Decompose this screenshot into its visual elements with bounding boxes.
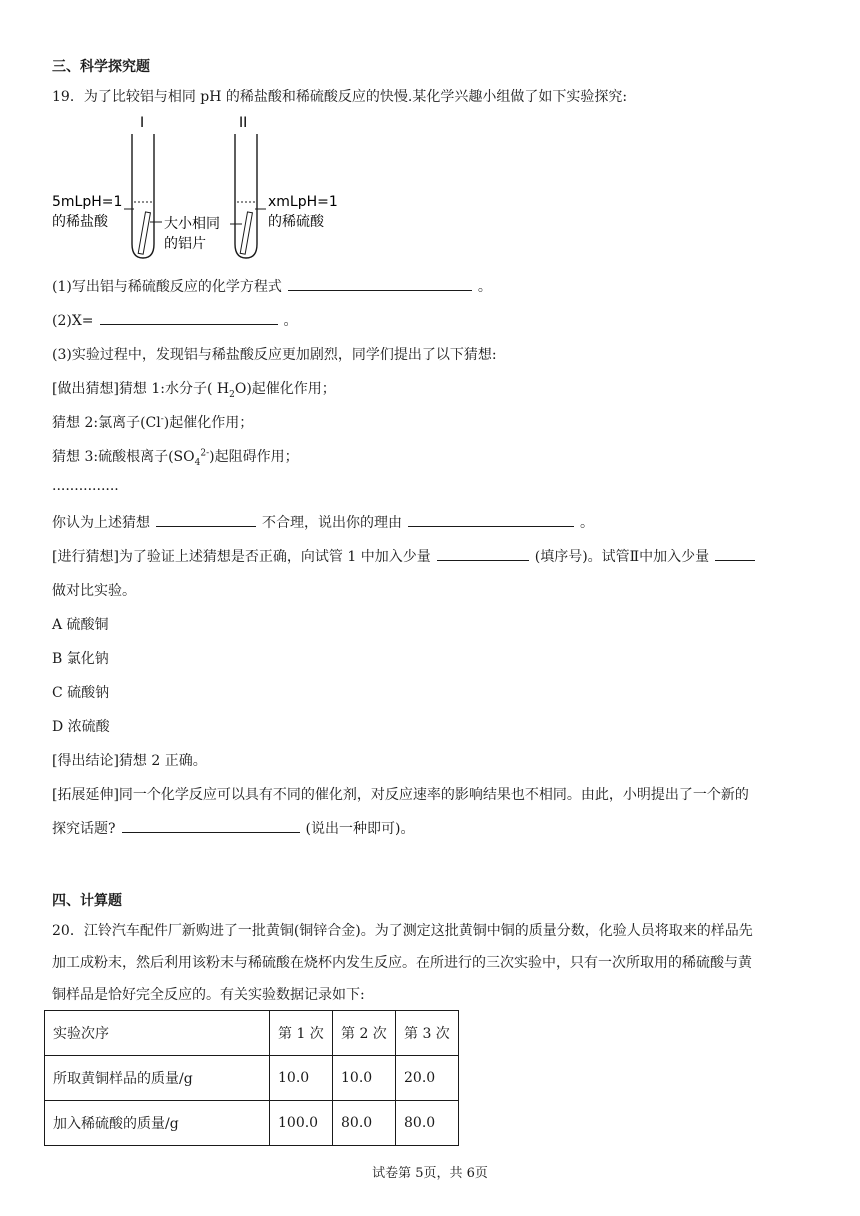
table-cell: 所取黄铜样品的质量/g <box>45 1056 270 1101</box>
test-tube-diagram <box>50 112 350 262</box>
guess-1-sub: 2 <box>229 389 235 400</box>
q19-part1-text: (1)写出铝与稀硫酸反应的化学方程式 <box>52 279 282 295</box>
guess-2-a: 猜想 2:氯离子(Cl <box>52 415 161 431</box>
table-row <box>45 1101 459 1146</box>
mid-label-2: 的铝片 <box>164 236 206 252</box>
aluminum-strip-2 <box>240 212 252 254</box>
q19-part3: (3)实验过程中，发现铝与稀盐酸反应更加剧烈，同学们提出了以下猜想: <box>52 347 497 363</box>
q20-line-2: 加工成粉末，然后利用该粉末与稀硫酸在烧杯内发生反应。在所进行的三次实验中，只有一次所取用的稀硫酸与黄 <box>52 955 752 971</box>
guess-1 <box>52 378 336 400</box>
q19-part1 <box>52 276 492 296</box>
guess-2-sup: - <box>160 414 164 425</box>
aluminum-strip-1 <box>138 212 150 254</box>
option-d: D 浓硫酸 <box>52 719 110 735</box>
section-title-3: 三、科学探究题 <box>52 59 150 75</box>
table-cell: 80.0 <box>396 1101 459 1146</box>
extend-line-2 <box>52 818 414 838</box>
verify-b: (填序号)。试管Ⅱ中加入少量 <box>534 549 710 565</box>
left-label-2: 的稀盐酸 <box>52 214 108 230</box>
table-cell: 20.0 <box>396 1056 459 1101</box>
right-label-1: xmLpH=1 <box>268 194 338 210</box>
q19-part2-end: 。 <box>283 313 298 329</box>
test-tube-1 <box>132 134 154 258</box>
table-header-cell: 第 1 次 <box>270 1011 333 1056</box>
extend-a: 探究话题? <box>52 821 116 837</box>
guess-1-b: O)起催化作用； <box>234 381 336 397</box>
ellipsis-dots: ............... <box>52 478 119 494</box>
table-header-row <box>45 1011 459 1056</box>
guess-3-sup: 2- <box>200 448 210 459</box>
extend-line-1: [拓展延伸]同一个化学反应可以具有不同的催化剂，对反应速率的影响结果也不相同。由此，小明提出了一个新的 <box>52 787 749 803</box>
table-cell: 100.0 <box>270 1101 333 1146</box>
left-label-1: 5mLpH=1 <box>52 194 123 210</box>
guess-3-a: 猜想 3:硫酸根离子(SO <box>52 449 195 465</box>
table-row <box>45 1056 459 1101</box>
guess-3-sub: 4 <box>194 457 201 468</box>
option-a: A 硫酸铜 <box>52 617 109 633</box>
question-19-stem: 19．为了比较铝与相同 pH 的稀盐酸和稀硫酸反应的快慢.某化学兴趣小组做了如下实验探究: <box>52 89 628 105</box>
table-cell: 10.0 <box>270 1056 333 1101</box>
verify-line-2: 做对比实验。 <box>52 583 136 599</box>
answer-blank-4[interactable] <box>408 512 574 527</box>
guess-3 <box>52 446 299 468</box>
q19-part2 <box>52 310 298 330</box>
q20-line-1: 20．江铃汽车配件厂新购进了一批黄铜(铜锌合金)。为了测定这批黄铜中铜的质量分数，化验人员将取来的样品先 <box>52 923 753 939</box>
guess-1-a: [做出猜想]猜想 1:水分子( H <box>52 381 230 397</box>
answer-blank-7[interactable] <box>122 818 300 833</box>
guess-2-b: )起催化作用； <box>163 415 254 431</box>
table-header-cell: 第 2 次 <box>333 1011 396 1056</box>
tube-2-label: II <box>239 115 248 131</box>
reason-a: 你认为上述猜想 <box>52 515 150 531</box>
verify-line <box>52 546 761 566</box>
test-tube-2 <box>235 134 257 258</box>
guess-3-b: )起阻碍作用； <box>209 449 299 465</box>
extend-b: (说出一种即可)。 <box>305 821 415 837</box>
page-footer: 试卷第 5页，共 6页 <box>372 1166 488 1181</box>
answer-blank-1[interactable] <box>288 276 472 291</box>
answer-blank-2[interactable] <box>100 310 278 325</box>
table-cell: 加入稀硫酸的质量/g <box>45 1101 270 1146</box>
test-tube-figure <box>50 112 350 262</box>
experiment-data-table <box>44 1010 459 1146</box>
table-header-cell: 第 3 次 <box>396 1011 459 1056</box>
option-c: C 硫酸钠 <box>52 685 110 701</box>
q20-line-3: 铜样品是恰好完全反应的。有关实验数据记录如下: <box>52 987 365 1003</box>
answer-blank-3[interactable] <box>156 512 256 527</box>
verify-a: [进行猜想]为了验证上述猜想是否正确，向试管 1 中加入少量 <box>52 549 431 565</box>
reason-line <box>52 512 594 532</box>
table-cell: 10.0 <box>333 1056 396 1101</box>
mid-label-1: 大小相同 <box>164 216 220 232</box>
q19-part2-text: (2)X= <box>52 313 94 329</box>
reason-b: 不合理，说出你的理由 <box>262 515 402 531</box>
q19-part1-end: 。 <box>477 279 492 295</box>
answer-blank-5[interactable] <box>437 546 529 561</box>
answer-blank-6[interactable] <box>715 546 755 561</box>
right-label-2: 的稀硫酸 <box>268 214 324 230</box>
conclusion-line: [得出结论]猜想 2 正确。 <box>52 753 207 769</box>
table-cell: 80.0 <box>333 1101 396 1146</box>
guess-2 <box>52 412 253 432</box>
tube-1-label: I <box>140 115 145 131</box>
reason-end: 。 <box>580 515 594 531</box>
section-title-4: 四、计算题 <box>52 893 122 909</box>
option-b: B 氯化钠 <box>52 651 109 667</box>
table-header-cell: 实验次序 <box>45 1011 270 1056</box>
